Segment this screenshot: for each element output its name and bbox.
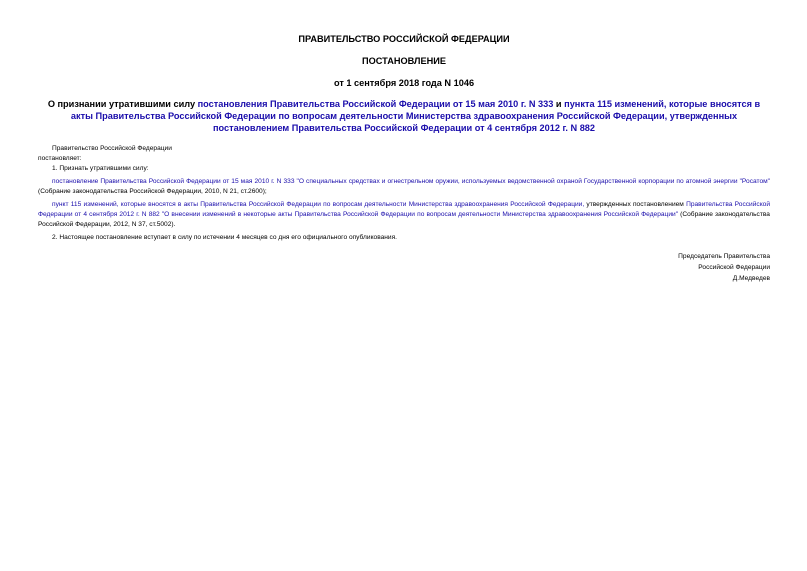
document-title	[38, 98, 770, 134]
signature-country: Российской Федерации	[698, 264, 770, 271]
title-link-item-115[interactable]: пункта 115 изменений, которые вносятся в акты Правительства Российской Федерации по вопросам деятельности Министерства здравоохранения Российской Федерации, утвержденных постановлением Правительства Российской Федерации от 4 сентября 2012 г. N 882	[70, 99, 761, 133]
document-type: ПОСТАНОВЛЕНИЕ	[362, 56, 446, 66]
signature-position: Председатель Правительства	[678, 253, 770, 260]
sub-item-2-source: (Собрание законодательства Российской Федерации, 2012, N 37, ст.5002).	[38, 211, 770, 228]
signature-block	[38, 251, 770, 284]
title-link-decree-333[interactable]: постановления Правительства Российской Федерации от 15 мая 2010 г. N 333	[197, 99, 554, 109]
sub-item-2-link-2[interactable]: Правительства Российской Федерации от 4 сентября 2012 г. N 882 "О внесении изменений в некоторые акты Правительства Российской Федерации по вопросам деятельности Министерства здравоохранения Российской Федерации"	[38, 201, 771, 218]
government-header: ПРАВИТЕЛЬСТВО РОССИЙСКОЙ ФЕДЕРАЦИИ	[298, 34, 510, 44]
intro-government: Правительство Российской Федерации	[52, 145, 172, 152]
sub-item-2-middle: утвержденных постановлением	[584, 201, 687, 208]
document-date-number: от 1 сентября 2018 года N 1046	[333, 78, 475, 88]
title-prefix: О признании утратившими силу	[47, 99, 198, 109]
sub-item-1-link[interactable]: постановление Правительства Российской Федерации от 15 мая 2010 г. N 333 "О специальных средствах и огнестрельном оружии, используемых ведомственной охраной Государственной корпорации по атомной энергии "Росатом"	[52, 178, 770, 185]
intro-decrees: постановляет:	[38, 155, 82, 162]
document-page	[38, 33, 770, 284]
title-middle: и	[553, 99, 565, 109]
sub-item-2-link-1[interactable]: пункт 115 изменений, которые вносятся в акты Правительства Российской Федерации по вопросам деятельности Министерства здравоохранения Российской Федерации,	[52, 201, 585, 208]
signature-name: Д.Медведев	[732, 275, 770, 282]
sub-item-2	[38, 200, 770, 230]
sub-item-1-source: (Собрание законодательства Российской Федерации, 2010, N 21, ст.2600);	[38, 188, 267, 195]
sub-item-1	[38, 177, 770, 197]
item-1: 1. Признать утратившими силу:	[52, 165, 149, 172]
item-2: 2. Настоящее постановление вступает в силу по истечении 4 месяцев со дня его официального опубликования.	[52, 234, 398, 241]
document-body	[38, 144, 770, 243]
